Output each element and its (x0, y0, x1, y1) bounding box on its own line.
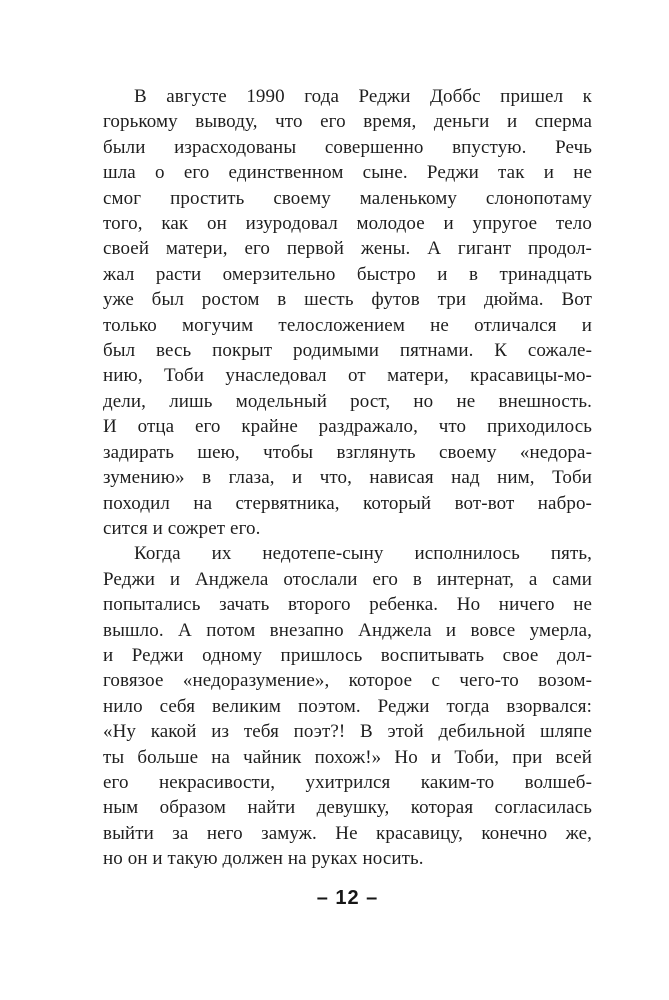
text-line: зумению» в глаза, и что, нависая над ним, Тоби (103, 467, 592, 489)
text-line: И отца его крайне раздражало, что приходилось (103, 416, 592, 438)
text-line: вышло. А потом внезапно Анджела и вовсе умерла, (103, 619, 592, 641)
text-line: сится и сожрет его. (103, 517, 261, 539)
text-line: дели, лишь модельный рост, но не внешность. (103, 390, 592, 412)
text-line: того, как он изуродовал молодое и упругое тело (103, 213, 592, 235)
text-line: попытались зачать второго ребенка. Но ничего не (103, 594, 592, 616)
text-line: походил на стервятника, который вот-вот набро- (103, 492, 592, 514)
text-line: но он и такую должен на руках носить. (103, 848, 424, 870)
text-line: выйти за него замуж. Не красавицу, конечно же, (103, 822, 592, 844)
text-line: были израсходованы совершенно впустую. Речь (103, 136, 592, 158)
text-line: ным образом найти девушку, которая согласилась (103, 797, 592, 819)
text-line: В августе 1990 года Реджи Доббс пришел к (134, 86, 592, 107)
text-line: своей матери, его первой жены. А гигант продол- (103, 238, 592, 260)
text-line: Реджи и Анджела отослали его в интернат, а сами (103, 568, 592, 590)
text-line: задирать шею, чтобы взглянуть своему «недора- (103, 441, 592, 463)
paragraph (103, 84, 592, 541)
text-line: Когда их недотепе-сыну исполнилось пять, (134, 543, 592, 565)
text-line: уже был ростом в шесть футов три дюйма. Вот (103, 289, 592, 311)
paragraph (103, 541, 592, 871)
text-line: только могучим телосложением не отличался и (103, 314, 592, 336)
text-block (103, 84, 592, 872)
text-line: жал расти омерзительно быстро и в тринадцать (103, 263, 592, 285)
text-line: смог простить своему маленькому слонопотаму (103, 187, 592, 209)
text-line: говязое «недоразумение», которое с чего-то возом- (103, 670, 592, 692)
text-line: ты больше на чайник похож!» Но и Тоби, при всей (103, 746, 592, 768)
text-line: и Реджи одному пришлось воспитывать свое дол- (103, 644, 592, 666)
text-line: шла о его единственном сыне. Реджи так и не (103, 162, 592, 184)
text-line: нило себя великим поэтом. Реджи тогда взорвался: (103, 695, 592, 717)
text-line: его некрасивости, ухитрился каким-то волшеб- (103, 771, 592, 793)
page-number: – 12 – (316, 887, 379, 909)
text-line: горькому выводу, что его время, деньги и сперма (103, 111, 592, 133)
text-line: был весь покрыт родимыми пятнами. К сожале- (103, 340, 592, 362)
text-line: «Ну какой из тебя поэт?! В этой дебильной шляпе (103, 721, 592, 743)
text-line: нию, Тоби унаследовал от матери, красавицы-мо- (103, 365, 592, 387)
